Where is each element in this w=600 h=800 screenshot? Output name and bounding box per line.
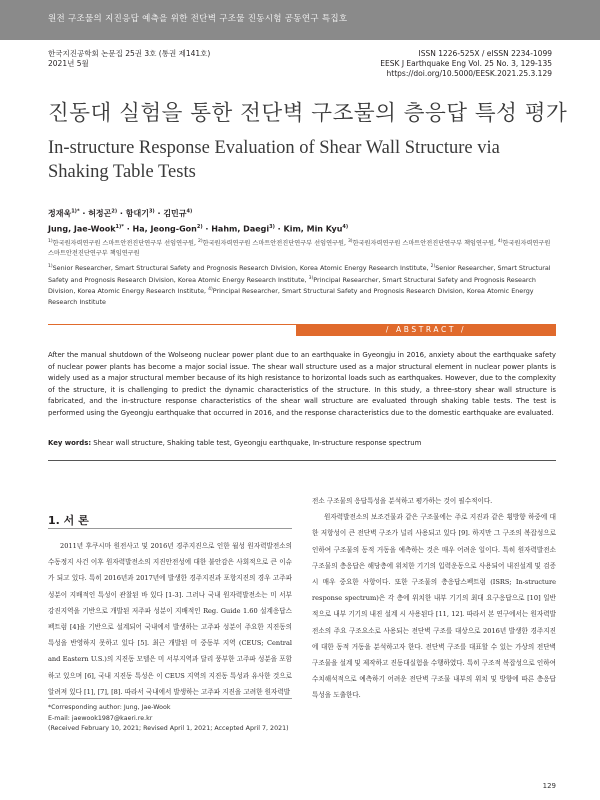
author-name: 정재욱: [48, 209, 72, 218]
author-name: 함대기: [125, 209, 149, 218]
journal-citation-block: [380, 49, 552, 79]
doi-link[interactable]: https://doi.org/10.5000/EESK.2021.25.3.129: [386, 69, 552, 78]
body-column-left: [48, 538, 292, 700]
paragraph: 전소 구조물의 응답특성을 분석하고 평가하는 것이 필수적이다.: [312, 497, 493, 505]
keywords-list: Shear wall structure, Shaking table test, Gyeongju earthquake, In-structure response spectrum: [93, 439, 422, 447]
journal-info: [48, 49, 210, 69]
body-column-right: [312, 493, 556, 704]
authors-english: Jung, Jae-Wook$^{1)*}$ · Ha, Jeong-Gon$^{2)}$ · Hahm, Daegi$^{3)}$ · Kim, Min Kyu$^{4)}$: [48, 224, 349, 234]
author-name: Jung, Jae-Wook: [48, 224, 116, 234]
keywords-label: Key words:: [48, 439, 92, 447]
author-name: 김민규: [163, 209, 187, 218]
paragraph: 2011년 후쿠시마 원전사고 및 2016년 경주지진으로 인한 월성 원자력발전소의 수동정지 사건 이후 원자력발전소의 지진안전성에 대한 불안감은 사회적으로 큰 이슈가 되고 있다. 특히 2016년과 2017년에 발생한 경주지진과 포항지진의 경우 고주파 성분이 지배적인 특성이 관찰된 바 있다 [1-3]. 그러나 국내 원자력발전소는 미 서부 강진지역을 기반으로 개발된 저주파 성분이 지배적인 Reg. Guide 1.60 설계응답스펙트럼 [4]을 기반으로 설계되어 국내에서 발생하는 고주파 성분이 주요한 지진동의 특성을 반영하지 못하고 있다 [5]. 최근 개발된 미 중동부 지역 (CEUS; Central and Eastern U.S.)의 지진동 모델은 미 서부지역과 달리 풍부한 고주파 성분을 포함하고 있으며 [6], 국내 지진동 특성은 이 CEUS 지역의 지진동 특성과 유사한 것으로 알려져 있다 [1], [7], [8]. 따라서 국내에서 발생하는 고주파 지진을 고려한 원자력발: [48, 542, 292, 696]
footnote: [48, 703, 298, 735]
affiliations-english: $^{1)}$Senior Researcher, Smart Structural Safety and Prognosis Research Division, Korea Atomic Energy Research Institute, $^{2)}$Senior Researcher, Smart Structural Safety and Prognosis Research Division, Korea Atomic Energy Research Institute, $^{3)}$Principal Researcher, Smart Structural Safety and Prognosis Research Division, Korea Atomic Energy Research Institute, $^{4)}$Principal Researcher, Smart Structural Safety and Prognosis Research Division, Korea Atomic Energy Research Institute: [48, 264, 551, 306]
journal-date: 2021년 5월: [48, 59, 89, 68]
keywords: [48, 439, 556, 447]
journal-banner: [0, 0, 600, 40]
author-name: Kim, Min Kyu: [283, 224, 343, 234]
affiliations-korean: $^{1)}$한국원자력연구원 스마트안전진단연구부 선임연구원, $^{2)}$한국원자력연구원 스마트안전진단연구부 선임연구원, $^{3)}$한국원자력연구원 스마트안전진단연구부 책임연구원, $^{4)}$한국원자력연구원 스마트안전진단연구부 책임연구원: [48, 239, 551, 258]
paragraph: 원자력발전소의 보조건물과 같은 구조물에는 주로 지진과 같은 횡방향 하중에 대한 저항성이 큰 전단벽 구조가 널리 사용되고 있다 [9]. 하지만 그 구조의 복잡성으로 인하여 구조물의 동적 거동을 예측하는 것은 매우 어려운 일이다. 특히 원자력발전소 구조물의 층응답은 해당층에 위치한 기기의 입력운동으로 사용되어 내진설계 및 검증 시 매우 중요한 사항이다. 또한 구조물의 층응답스펙트럼 (ISRS; In-structure response spectrum)은 각 층에 위치한 내부 기기의 최대 요구응답으로 [10] 일반적으로 내부 기기의 내진 설계 시 사용된다 [11, 12]. 따라서 본 연구에서는 원자력발전소의 주요 구조요소로 사용되는 전단벽 구조를 대상으로 2016년 발생한 경주지진에 대한 동적 거동을 분석하고자 한다. 전단벽 구조를 대표할 수 있는 가상의 전단벽 구조물을 설계 및 제작하고 진동대실험을 수행하였다. 특히 구조적 복잡성으로 인하여 수치해석적으로 예측하기 어려운 전단벽 구조물 내부의 위치 및 방향에 따른 층응답 특성을 도출한다.: [312, 513, 556, 700]
paper-title-korean: 진동대 실험을 통한 전단벽 구조물의 층응답 특성 평가: [48, 101, 568, 126]
footnote-rule: [48, 698, 292, 699]
author-name: Hahm, Daegi: [211, 224, 270, 234]
received-dates: (Received February 10, 2021; Revised April 1, 2021; Accepted April 7, 2021): [48, 725, 289, 732]
abstract-text: After the manual shutdown of the Wolseong nuclear power plant due to an earthquake in Gyeongju in 2016, anxiety about the earthquake safety of nuclear power plants has become a major social issue. The shear wall structure used as a major structural element in nuclear power plants is widely used as a major structural member because of its high resistance to horizontal loads such as earthquakes. However, due to the complexity of the structure, it is challenging to predict the dynamic characteristics of the structure. In this study, a three-story shear wall structure is fabricated, and the in-structure response characteristics of the shear wall structure are evaluated through shaking table tests. The test is performed using the Gyeongju earthquake that occurred in 2016, and the response characteristics due to the domestic earthquake are evaluated.: [48, 351, 556, 417]
paper-title-english: In-structure Response Evaluation of Shear Wall Structure via Shaking Table Tests: [48, 138, 500, 182]
author-name: Ha, Jeong-Gon: [132, 224, 197, 234]
author-name: 허정곤: [88, 209, 112, 218]
abstract-bottom-rule: [48, 460, 556, 461]
issn: ISSN 1226-525X / eISSN 2234-1099: [418, 49, 552, 58]
page-number: 129: [542, 782, 556, 790]
abstract-label: / ABSTRACT /: [296, 324, 556, 336]
citation: EESK J Earthquake Eng Vol. 25 No. 3, 129-135: [380, 59, 552, 68]
section-heading-introduction: 1. 서 론: [48, 514, 89, 527]
section-rule: [48, 528, 292, 529]
abstract-divider: [48, 324, 556, 337]
corresponding-author: *Corresponding author: Jung, Jae-Wook: [48, 704, 171, 711]
authors-korean: 정재욱$^{1)*}$ · 허정곤$^{2)}$ · 함대기$^{3)}$ · 김민규$^{4)}$: [48, 208, 193, 218]
author-email[interactable]: E-mail: jaewook1987@kaeri.re.kr: [48, 714, 153, 722]
journal-volume: 한국지진공학회 논문집 25권 3호 (통권 제141호): [48, 49, 211, 58]
banner-text: 원전 구조물의 지진응답 예측을 위한 전단벽 구조물 진동시험 공동연구 특집호: [48, 14, 348, 24]
